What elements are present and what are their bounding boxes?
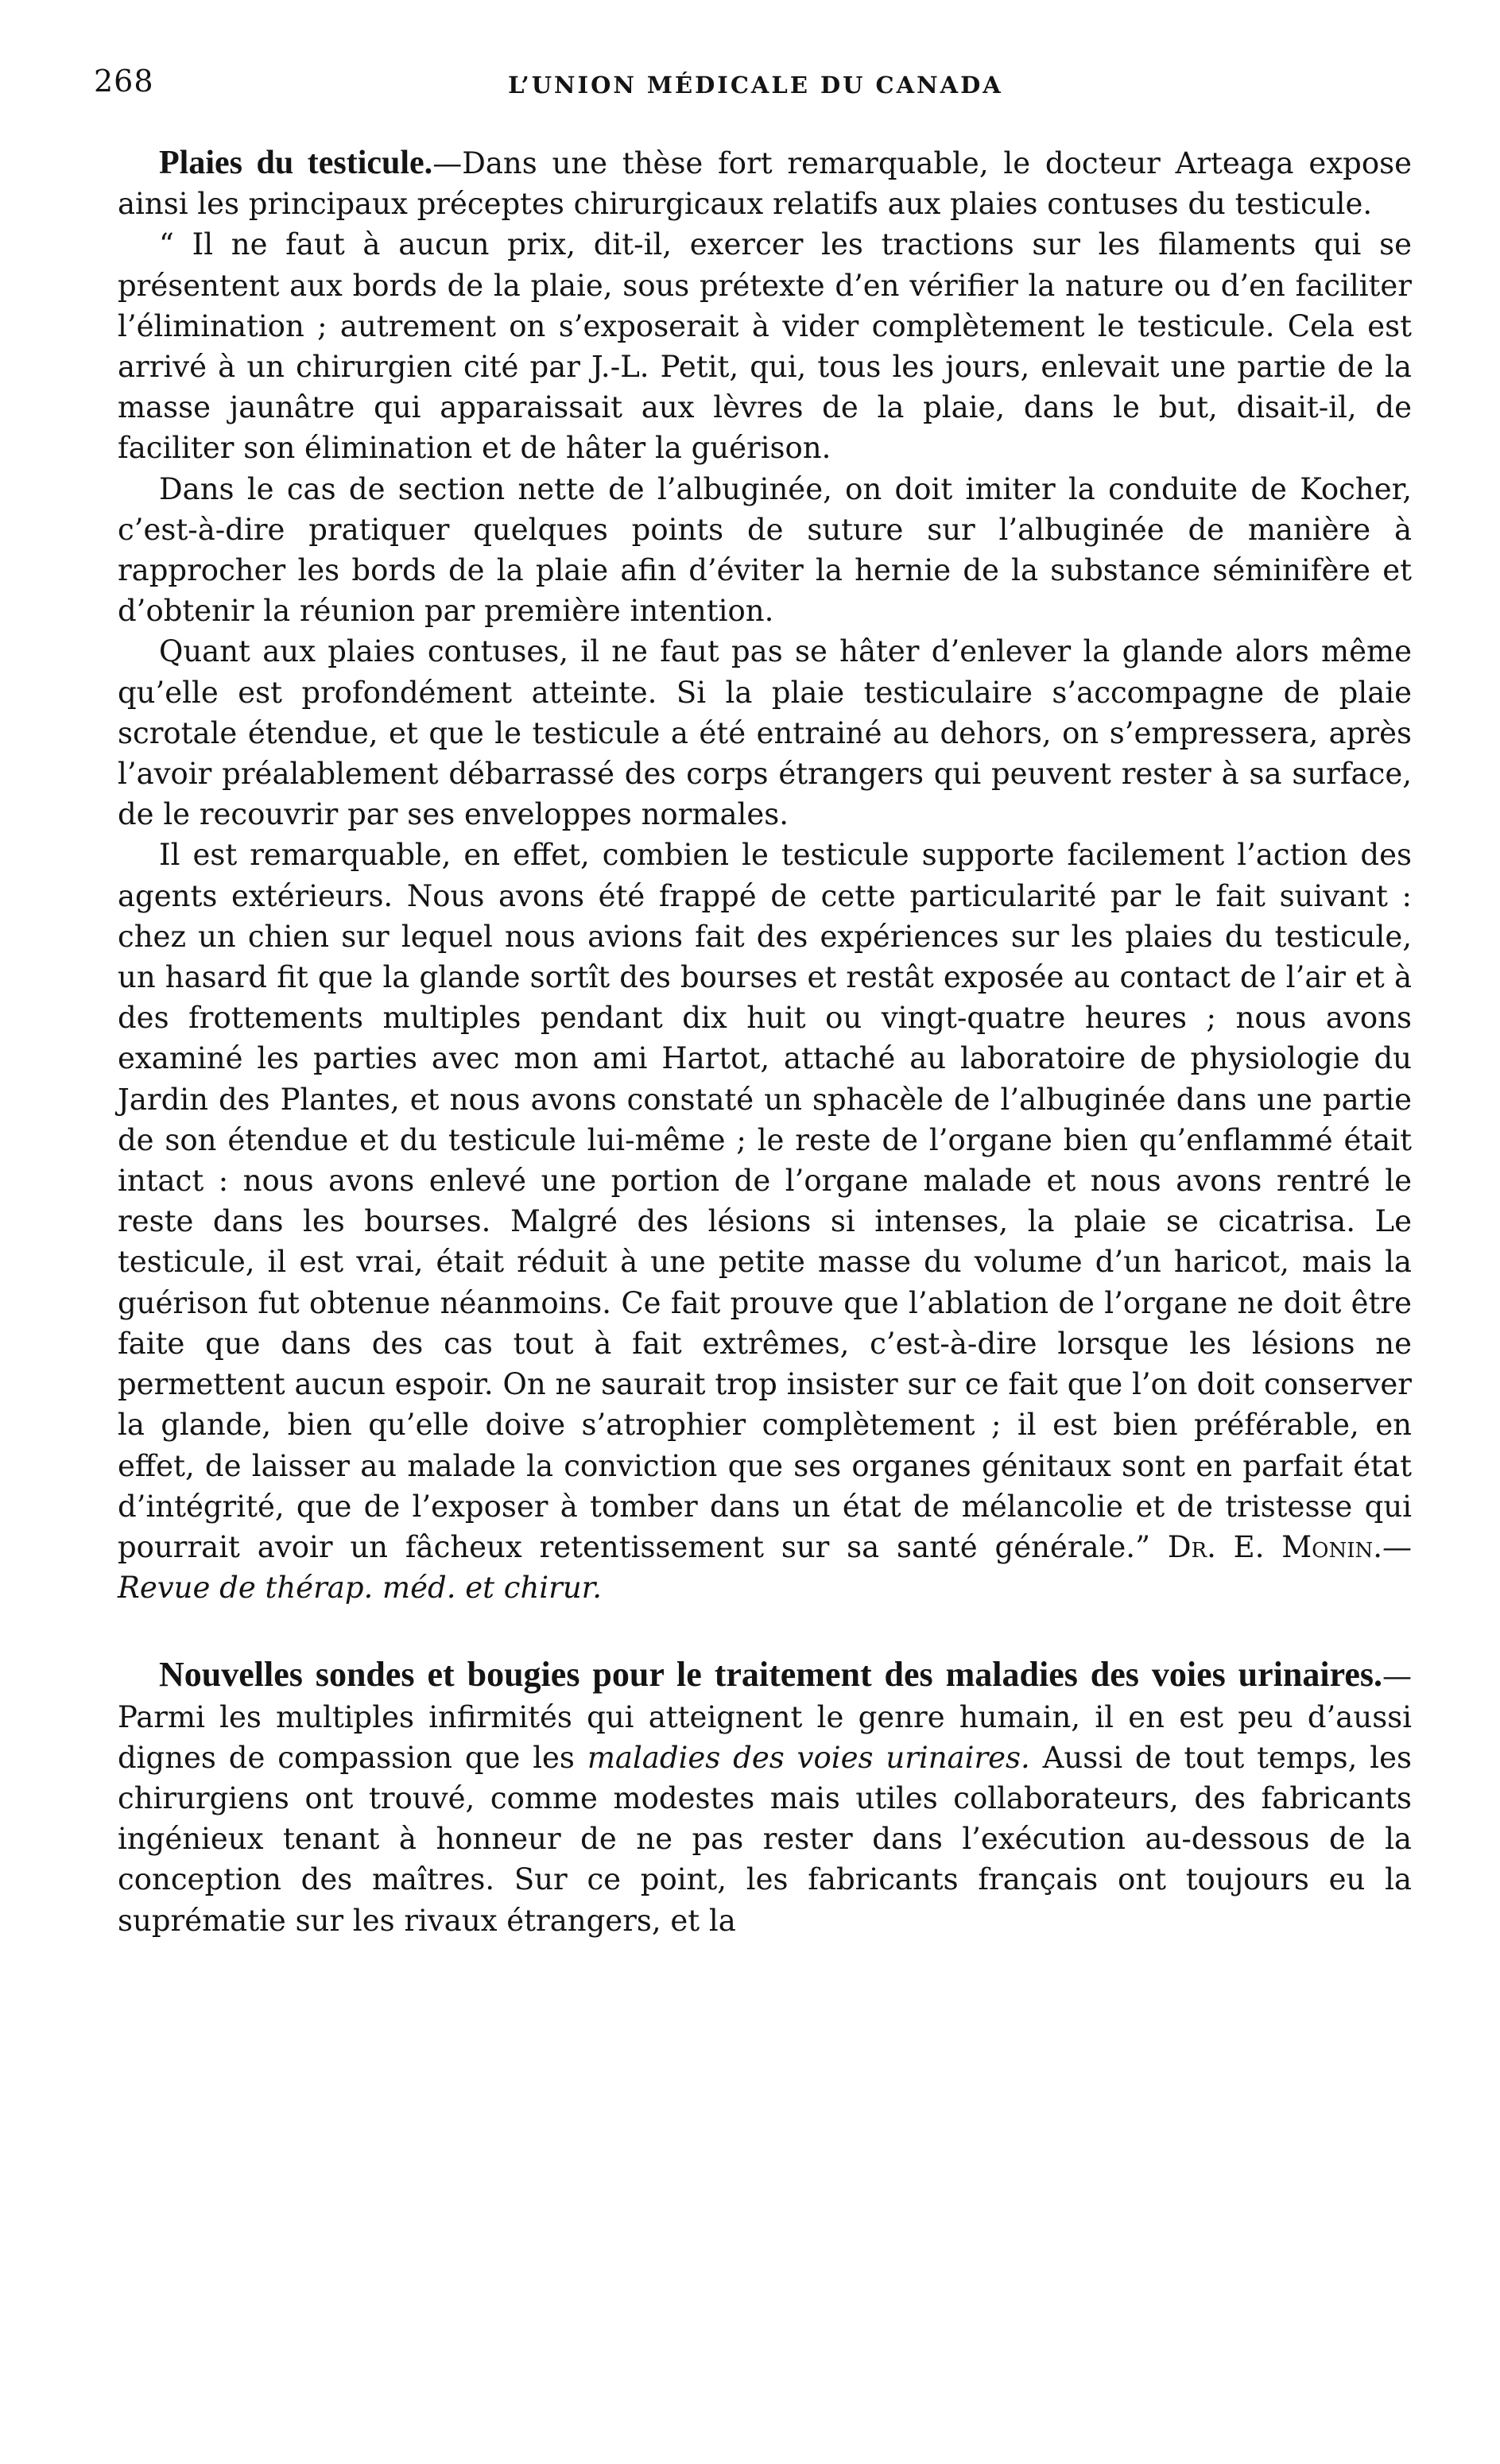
article-nouvelles-sondes: [118, 1654, 1412, 1940]
paragraph: [118, 143, 1412, 224]
paragraph-text: Il est remarquable, en effet, combien le testicule supporte facilement l’action des agents extérieurs. Nous avons été frappé de cette particularité par le fait suivant : chez un chien sur lequel nous avions fait des expériences sur les plaies du testicule, un hasard fit que la glande sortît des bourses et restât exposée au contact de l’air et à des frottements multiples pendant dix huit ou vingt-quatre heures ; nous avons examiné les parties avec mon ami Hartot, attaché au laboratoire de physiologie du Jardin des Plantes, et nous avons constaté un sphacèle de l’albuginée dans une partie de son étendue et du testicule lui-même ; le reste de l’organe bien qu’enflammé était intact : nous avons enlevé une portion de l’organe malade et nous avons rentré le reste dans les bourses. Malgré des lésions si intenses, la plaie se cicatrisa. Le testicule, il est vrai, était réduit à une petite masse du volume d’un haricot, mais la guérison fut obtenue néanmoins. Ce fait prouve que l’ablation de l’organe ne doit être faite que dans des cas tout à fait extrêmes, c’est-à-dire lorsque les lésions ne permettent aucun espoir. On ne saurait trop insister sur ce fait que l’on doit conserver la glande, bien qu’elle doive s’atrophier complètement ; il est bien préférable, en effet, de laisser au malade la conviction que ses organes génitaux sont en parfait état d’intégrité, que de l’exposer à tomber dans un état de mélancolie et de tristesse qui pourrait avoir un fâcheux retentissement sur sa santé générale.”: [118, 838, 1412, 1564]
article-title: Plaies du testicule.: [159, 145, 433, 181]
italic-phrase: maladies des voies urinaires.: [587, 1740, 1030, 1775]
paragraph-text: —Parmi les multiples infirmités qui atteignent le genre humain, il en est peu d’aussi dignes de compassion que les: [118, 1659, 1412, 1775]
paragraph-text: —Dans une thèse fort remarquable, le docteur Arteaga expose ainsi les principaux préceptes chirurgicaux relatifs aux plaies contuses du testicule.: [118, 146, 1412, 222]
citation-source: —Revue de thérap. méd. et chirur.: [118, 1529, 1413, 1606]
article-title: Nouvelles sondes et bougies pour le traitement des maladies des voies urinaires.: [159, 1655, 1382, 1695]
paragraph: Dans le cas de section nette de l’albuginée, on doit imiter la conduite de Kocher, c’est-à-dire pratiquer quelques points de suture sur l’albuginée de manière à rapprocher les bords de la plaie afin d’éviter la hernie de la substance séminifère et d’obtenir la réunion par première intention.: [118, 471, 1412, 629]
paragraph: [118, 1654, 1412, 1940]
page-header: [94, 64, 1417, 119]
article-plaies-du-testicule: [118, 143, 1412, 1608]
paragraph: Quant aux plaies contuses, il ne faut pas se hâter d’enlever la glande alors même qu’elle est profondément atteinte. Si la plaie testiculaire s’accompagne de plaie scrotale étendue, et que le testicule a été entrainé au dehors, on s’empressera, après l’avoir préalablement débarrassé des corps étrangers qui peuvent rester à sa surface, de le recouvrir par ses enveloppes normales.: [118, 634, 1412, 832]
running-title: L’UNION MÉDICALE DU CANADA: [508, 72, 1003, 99]
paragraph-text: Aussi de tout temps, les chirurgiens ont trouvé, comme modestes mais utiles collaborateurs, des fabricants ingénieux tenant à honneur de ne pas rester dans l’exécution au-dessous de la conception des maîtres. Sur ce point, les fabricants français ont toujours eu la suprématie sur les rivaux étrangers, et la: [118, 1740, 1412, 1938]
paragraph: [118, 835, 1412, 1608]
section-divider: [118, 1608, 1412, 1654]
page-body: [118, 143, 1412, 1941]
author-signature: Dr. E. Monin.: [1167, 1529, 1383, 1564]
paragraph: “ Il ne faut à aucun prix, dit-il, exercer les tractions sur les filaments qui se présentent aux bords de la plaie, sous prétexte d’en vérifier la nature ou d’en faciliter l’élimination ; autrement on s’exposerait à vider complètement le testicule. Cela est arrivé à un chirurgien cité par J.-L. Petit, qui, tous les jours, enlevait une partie de la masse jaunâtre qui apparaissait aux lèvres de la plaie, dans le but, disait-il, de faciliter son élimination et de hâter la guérison.: [118, 227, 1412, 466]
page-number: 268: [94, 64, 154, 99]
